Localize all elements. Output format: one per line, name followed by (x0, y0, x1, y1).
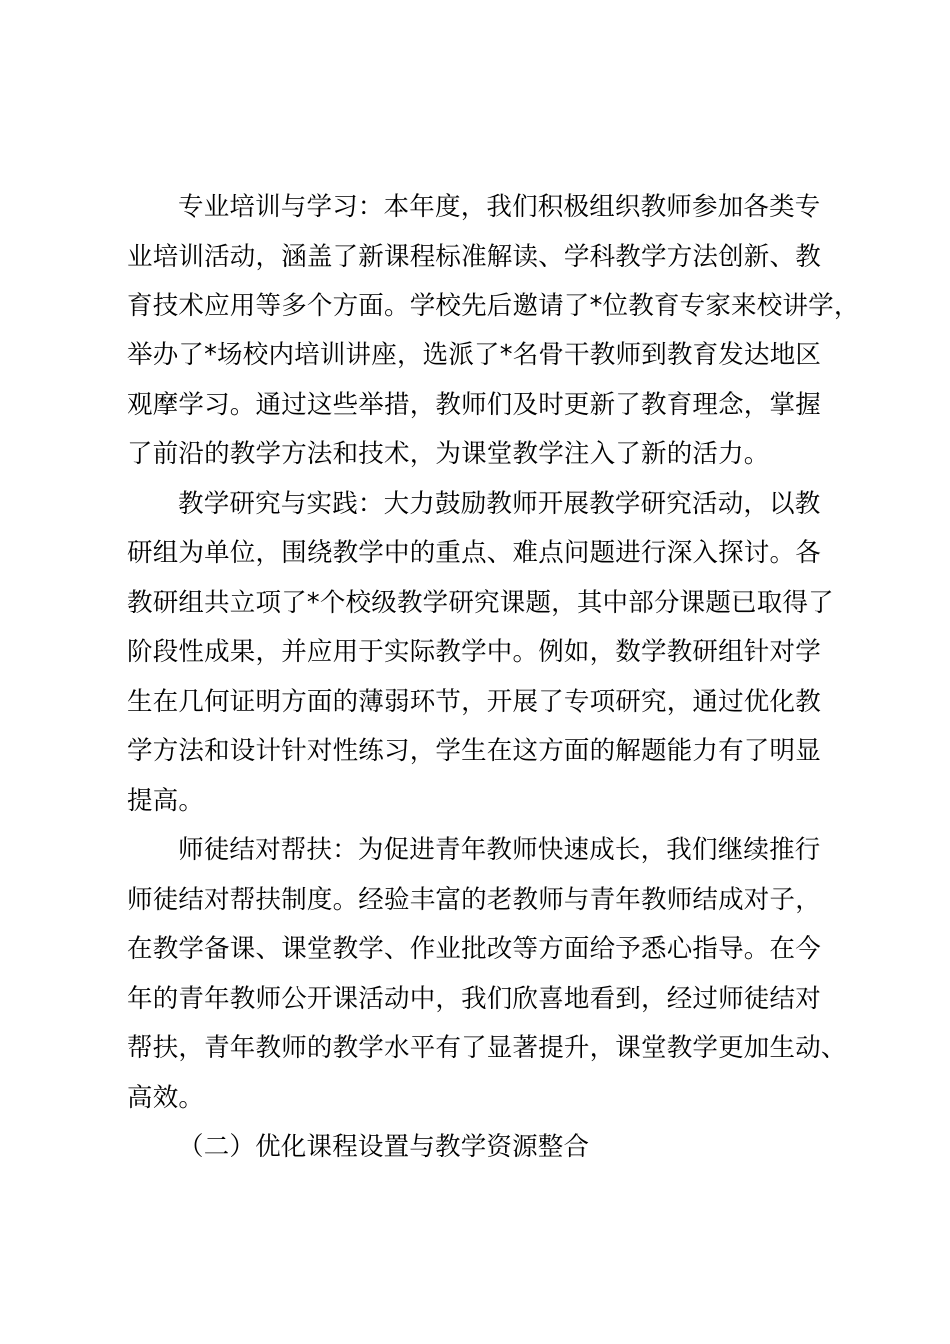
paragraph-line: 育技术应用等多个方面。学校先后邀请了*位教育专家来校讲学， (127, 291, 860, 321)
paragraph-line: 观摩学习。通过这些举措，教师们及时更新了教育理念，掌握 (127, 390, 821, 420)
paragraph-line: 学方法和设计针对性练习，学生在这方面的解题能力有了明显 (127, 736, 821, 766)
paragraph-line: 教研组共立项了*个校级教学研究课题，其中部分课题已取得了 (127, 588, 834, 618)
paragraph-line: 帮扶，青年教师的教学水平有了显著提升，课堂教学更加生动、 (127, 1033, 847, 1063)
paragraph-line: 业培训活动，涵盖了新课程标准解读、学科教学方法创新、教 (127, 242, 821, 272)
paragraph-line: 举办了*场校内培训讲座，选派了*名骨干教师到教育发达地区 (127, 340, 822, 370)
paragraph-line: 生在几何证明方面的薄弱环节，开展了专项研究，通过优化教 (127, 687, 821, 717)
paragraph-line: 教学研究与实践：大力鼓励教师开展教学研究活动，以教 (178, 489, 821, 519)
paragraph-line: 年的青年教师公开课活动中，我们欣喜地看到，经过师徒结对 (127, 984, 821, 1014)
paragraph-line: 了前沿的教学方法和技术，为课堂教学注入了新的活力。 (127, 439, 770, 469)
paragraph-line: 师徒结对帮扶：为促进青年教师快速成长，我们继续推行 (178, 835, 821, 865)
paragraph-line: 高效。 (127, 1083, 205, 1113)
section-heading: （二）优化课程设置与教学资源整合 (178, 1132, 590, 1162)
paragraph-line: 提高。 (127, 786, 205, 816)
paragraph-line: 在教学备课、课堂教学、作业批改等方面给予悉心指导。在今 (127, 934, 821, 964)
paragraph-line: 专业培训与学习：本年度，我们积极组织教师参加各类专 (178, 192, 821, 222)
paragraph-line: 师徒结对帮扶制度。经验丰富的老教师与青年教师结成对子， (127, 885, 821, 915)
paragraph-line: 阶段性成果，并应用于实际教学中。例如，数学教研组针对学 (127, 637, 821, 667)
paragraph-line: 研组为单位，围绕教学中的重点、难点问题进行深入探讨。各 (127, 538, 821, 568)
